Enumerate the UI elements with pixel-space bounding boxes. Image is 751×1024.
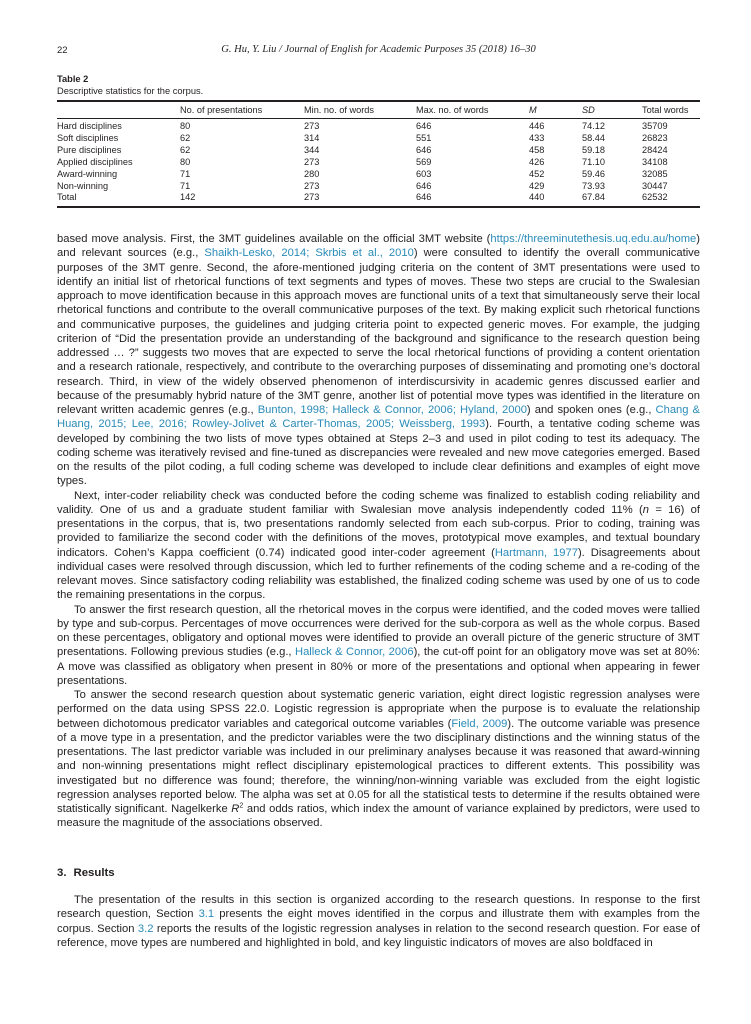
table-cell: 59.46 (582, 168, 605, 179)
table-header-row (57, 101, 700, 119)
table-cell: 59.18 (582, 144, 605, 155)
table-cell: 28424 (642, 144, 668, 155)
text-run: ). Disagreements about individual cases were resolved through discussion, which led to further refinements of the coding scheme and a re-coding of the relevant moves. Since satisfactory coding reliability was established, the finalized coding scheme was used by one of us to code the remaining presentations in the corpus. (57, 546, 700, 602)
table-cell: 569 (416, 156, 432, 167)
variable-n: n (642, 503, 650, 516)
table-label: Table 2 (57, 74, 89, 84)
text-run: Next, inter-coder reliability check was conducted before the coding scheme was finalized to establish coding reliability and validity. One of us and a graduate student familiar with Swalesian move analysis independently coded 11% ( (57, 489, 700, 516)
table-cell: 646 (416, 144, 432, 155)
table-cell: 62 (180, 132, 191, 143)
row-label: Hard disciplines (57, 121, 122, 131)
table-cell: 446 (529, 121, 545, 131)
table-cell: 551 (416, 132, 432, 143)
table-cell: 80 (180, 156, 191, 167)
text-run: ) and spoken ones (e.g., (526, 404, 656, 416)
table-cell: 646 (416, 121, 432, 131)
row-label: Pure disciplines (57, 144, 122, 155)
table-cell: 440 (529, 192, 545, 203)
text-run: ). The outcome variable was presence of a move type in a presentation, and the predictor variables were the two disciplinary distinctions and the winning status of the presentations. The last predictor variable was included in our preliminary analyses because it was reasoned that award-winning and non-winning presentations might reflect disciplinary epistemological practices to different extents. This possibility was investigated but no difference was found; therefore, the winning/non-winning variable was excluded from the eight logistic regression analyses reported below. The alpha was set at 0.05 for all the statistical tests to determine if the results obtained were statistically significant. Nagelkerke (57, 717, 700, 815)
text-run: based move analysis. First, the 3MT guidelines available on the official 3MT website ( (57, 233, 491, 245)
row-label: Total (57, 192, 77, 203)
table-cell: 280 (304, 168, 320, 179)
text-run: ) and relevant sources (e.g., (57, 233, 700, 260)
table-cell: 30447 (642, 180, 668, 191)
text-run: presents the eight moves identified in the corpus and illustrate them with examples from the corpus. Section (57, 908, 700, 935)
table-cell: 71 (180, 180, 191, 191)
text-run: and odds ratios, which index the amount of variance explained by predictors, were used to measure the magnitude of the associations observed. (57, 803, 701, 830)
paragraph (57, 489, 700, 603)
table-cell: 646 (416, 180, 432, 191)
table-cell: 426 (529, 156, 545, 167)
table-row (57, 192, 700, 207)
citation-link[interactable]: Field, 2009 (451, 717, 508, 730)
table-cell: 429 (529, 180, 545, 191)
table-cell: 314 (304, 132, 320, 143)
page-number: 22 (57, 45, 68, 56)
text-run: ) were consulted to identify the overall communicative purposes of the 3MT genre. Second, the afore-mentioned judging criteria on the content of 3MT presentations were used to identify an initial list of rhetorical functions of text segments and types of moves. These two steps are crucial to the Swalesian approach to move identification because in this approach moves are functional units of a text that simultaneously serve their local rhetorical functions and contribute to the overall communicative purposes of the text. By making explicit such rhetorical functions and communicative purposes, the guidelines and judging criteria point to expected generic moves. For example, the judging criterion of “Did the presentation provide an understanding of the background and significance to the research question being addressed … ?” suggests two moves that are expected to serve the local rhetorical functions of providing a content orientation and a research rationale, respectively, and contribute to the overarching purposes of disseminating and promoting one’s doctoral research. Third, in view of the widely observed phenomenon of interdiscursivity in academic genres discussed earlier and because of the presumably hybrid nature of the 3MT genre, another list of potential move types was identified in the literature on relevant written academic genres (e.g., (57, 247, 700, 416)
table-caption: Descriptive statistics for the corpus. (57, 86, 204, 96)
table-cell: 26823 (642, 132, 668, 143)
body-text (57, 232, 700, 831)
table-row (57, 145, 700, 157)
table-cell: 58.44 (582, 132, 605, 143)
table-cell: 273 (304, 192, 320, 203)
section-title: Results (73, 867, 115, 879)
paragraph (57, 232, 700, 489)
column-header: Max. no. of words (416, 105, 489, 115)
table-cell: 32085 (642, 168, 668, 179)
table-cell: 344 (304, 144, 320, 155)
table-cell: 71 (180, 168, 191, 179)
variable-r: R (231, 803, 240, 815)
running-head: G. Hu, Y. Liu / Journal of English for Academic Purposes 35 (2018) 16–30 (221, 44, 536, 55)
section-number: 3. (57, 867, 67, 879)
text-run: ). Fourth, a tentative coding scheme was developed by combining the two lists of move types obtained at Steps 2–3 and used in pilot coding to test its adequacy. The coding scheme was iteratively revised and fine-tuned as discrepancies were revealed and new move categories emerged. Based on the results of the pilot coding, a full coding scheme was developed to include clear definitions and examples of eight move types. (57, 418, 700, 488)
table-cell: 80 (180, 121, 191, 131)
column-header: Min. no. of words (304, 105, 374, 115)
table-cell: 603 (416, 168, 432, 179)
table-cell: 35709 (642, 121, 668, 131)
table-row (57, 133, 700, 145)
section-link[interactable]: 3.1 (198, 908, 215, 921)
table-cell: 142 (180, 192, 196, 203)
paragraph (57, 893, 700, 950)
text-run: The presentation of the results in this section is organized according to the research questions. In response to the first research question, Section (57, 894, 700, 921)
table-cell: 646 (416, 192, 432, 203)
table-cell: 458 (529, 144, 545, 155)
table-cell: 34108 (642, 156, 668, 167)
table-cell: 74.12 (582, 121, 605, 131)
paragraph (57, 603, 700, 689)
text-run: reports the results of the logistic regression analyses in relation to the second research question. For ease of reference, move types are numbered and highlighted in bold, and key linguistic indicators of moves are also boldfaced in (57, 922, 700, 949)
row-label: Soft disciplines (57, 132, 119, 143)
table-row (57, 157, 700, 169)
text-run: = 16) of presentations in the corpus, that is, two presentations randomly selected from each sub-corpus. Prior to coding, training was provided to familiarize the second coder with the definitions of the moves, prototypical move examples, and textual boundary indicators. Cohen’s Kappa coefficient (0.74) indicated good inter-coder agreement ( (57, 503, 701, 559)
table-cell: 62 (180, 144, 191, 155)
row-label: Applied disciplines (57, 156, 133, 167)
table-row (57, 169, 700, 181)
paragraph (57, 688, 700, 831)
descriptive-statistics-table (57, 100, 700, 208)
website-link[interactable]: https://threeminutethesis.uq.edu.au/home (490, 233, 697, 245)
citation-link[interactable]: Halleck & Connor, 2006 (295, 646, 414, 659)
superscript: 2 (239, 802, 244, 810)
section-link[interactable]: 3.2 (137, 922, 154, 935)
results-text (57, 893, 700, 950)
table-cell: 62532 (642, 192, 668, 203)
page-header (57, 45, 700, 59)
table-cell: 73.93 (582, 180, 605, 191)
column-header: SD (582, 105, 595, 115)
citation-link[interactable]: Bunton, 1998; Halleck & Connor, 2006; Hyland, 2000 (257, 404, 527, 416)
table-row (57, 119, 700, 133)
row-label: Award-winning (57, 168, 118, 179)
table-cell: 452 (529, 168, 545, 179)
column-header: No. of presentations (180, 105, 263, 115)
citation-link[interactable]: Hartmann, 1977 (494, 546, 578, 559)
column-header: Total words (642, 105, 689, 115)
citation-link[interactable]: Chang & Huang, 2015; Lee, 2016; Rowley-Jolivet & Carter-Thomas, 2005; Weissberg, 1993 (57, 404, 701, 431)
text-run: To answer the second research question about systematic generic variation, eight direct logistic regression analyses were performed on the data using SPSS 22.0. Logistic regression is appropriate when the purpose is to evaluate the relationship between dichotomous predicator variables and categorical outcome variables ( (57, 689, 700, 730)
text-run: To answer the first research question, all the rhetorical moves in the corpus were identified, and the coded moves were tallied by type and sub-corpus. Percentages of move occurrences were derived for the sub-corpora as well as the whole corpus. Based on these percentages, obligatory and optional moves were identified to provide an overall picture of the generic structure of 3MT presentations. Following previous studies (e.g., (57, 603, 700, 659)
column-header: M (529, 105, 537, 115)
table-cell: 433 (529, 132, 545, 143)
row-label: Non-winning (57, 180, 109, 191)
citation-link[interactable]: Shaikh-Lesko, 2014; Skrbis et al., 2010 (204, 247, 414, 260)
table-cell: 67.84 (582, 192, 605, 203)
table-cell: 273 (304, 180, 320, 191)
column-header (57, 101, 180, 119)
section-heading (57, 867, 115, 879)
table-2 (57, 74, 700, 208)
table-cell: 273 (304, 121, 320, 131)
table-row (57, 181, 700, 193)
table-cell: 273 (304, 156, 320, 167)
table-cell: 71.10 (582, 156, 605, 167)
text-run: ), the cut-off point for an obligatory move was set at 80%: A move was classified as obligatory when present in 80% or more of the presentations and optional when appearing in fewer presentations. (57, 646, 700, 687)
